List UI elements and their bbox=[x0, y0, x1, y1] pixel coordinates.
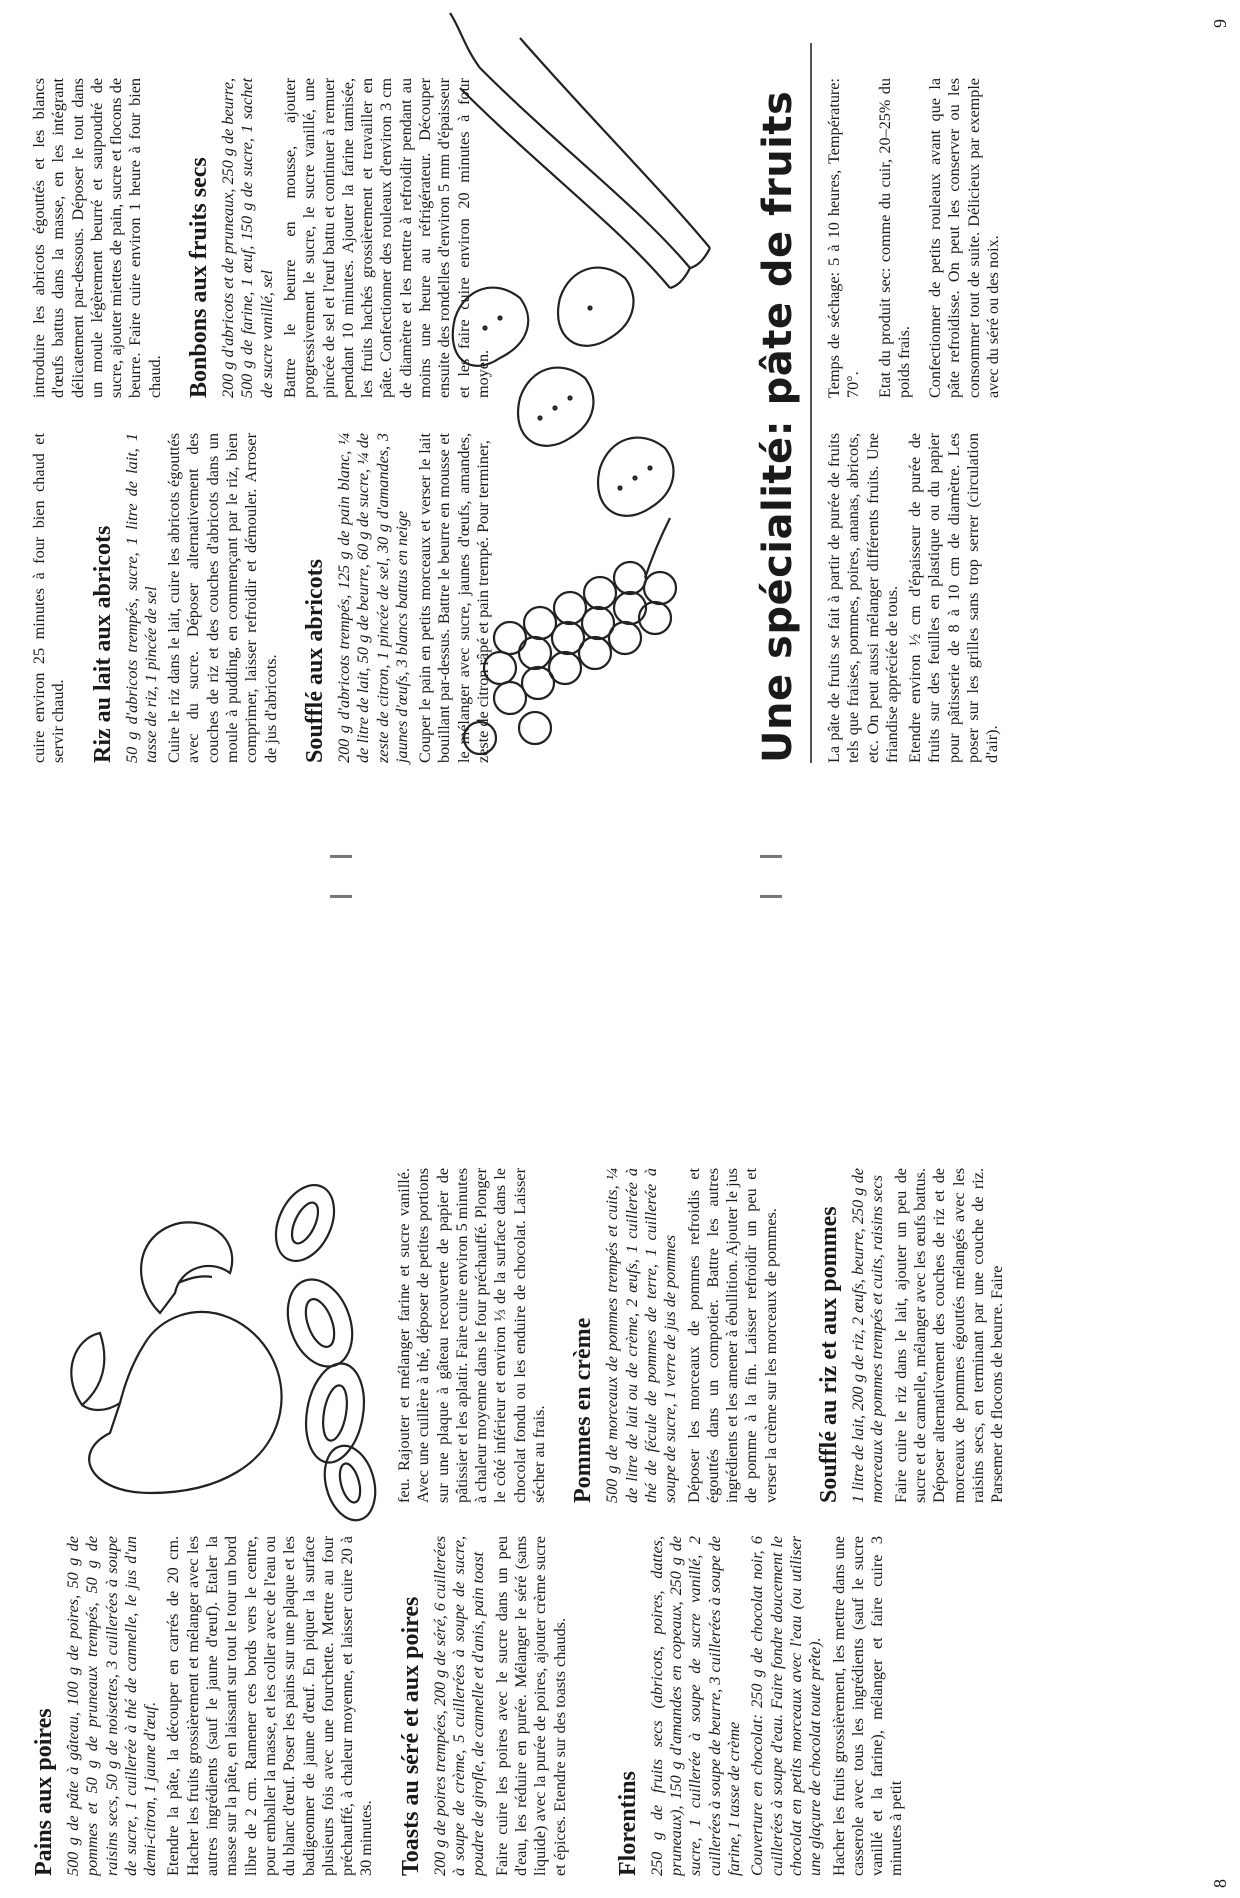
left-page-column-2 bbox=[395, 1168, 1011, 1503]
instructions-toasts: Faire cuire les poires avec le sucre dans un peu d'eau, les réduire en purée. Mélanger le séré (sans liquide) avec la purée de poires, ajouter crème sucre et épices. Etendre sur des toasts chauds. bbox=[492, 1536, 569, 1876]
ingredients-souffle-riz-pommes: 1 litre de lait, 200 g de riz, 2 œufs, beurre, 250 g de morceaux de pommes trempés et cuits, raisins secs bbox=[849, 1168, 887, 1503]
bananas-drawing bbox=[450, 13, 710, 288]
specialite-intro: La pâte de fruits se fait à partir de purée de fruits tels que fraises, pommes, poires, ananas, abricots, etc. On peut aussi mélanger différents fruits. Une friandise appréciée de tous. bbox=[825, 433, 901, 763]
ingredients-bonbons: 200 g d'abricots et de pruneaux, 250 g de beurre, 500 g de farine, 1 œuf, 150 g de sucre, 1 sachet de sucre vanillé, sel bbox=[219, 78, 276, 398]
fold-mark bbox=[330, 895, 352, 898]
specialite-method: Etendre environ ½ cm d'épaisseur de purée de fruits sur des feuilles en plastique ou du papier pour pâtisserie de 8 à 10 cm de diamètre. Les poser sur les grilles sans trop serrer (circulation d'air). bbox=[906, 433, 1002, 763]
recipe-title-toasts: Toasts au séré et aux poires bbox=[397, 1596, 424, 1876]
ingredients-pommes-en-creme: 500 g de morceaux de pommes trempés et cuits, ¼ de litre de lait ou de crème, 2 œufs, 1 cuillerée à thé de fécule de pommes de terre, 1 cuillerée à soupe de sucre, 1 verre de jus de pommes bbox=[603, 1168, 680, 1503]
recipe-title-riz-au-lait: Riz au lait aux abricots bbox=[89, 525, 116, 763]
specialite-column-1 bbox=[825, 433, 1007, 763]
fold-mark bbox=[760, 895, 782, 898]
specialite-rolls: Confectionner de petits rouleaux avant que la pâte refroidisse. On peut les conserver ou les consommer tout de suite. Délicieux par exemple avec du séré ou des noix. bbox=[926, 78, 1003, 398]
right-page-column-4 bbox=[30, 78, 497, 398]
section-divider bbox=[810, 43, 812, 763]
recipe-title-pains-aux-poires: Pains aux poires bbox=[31, 1708, 57, 1876]
ingredients-toasts: 200 g de poires trempées, 200 g de séré, 6 cuillerées à soupe de crème, 5 cuillerées à soupe de sucre, poudre de girofle, de cannelle et d'anis, pain toast bbox=[430, 1536, 488, 1876]
recipe-title-souffle-abricots: Soufflé aux abricots bbox=[301, 559, 328, 763]
specialite-dry-state: Etat du produit sec: comme du cuir, 20–25% du poids frais. bbox=[875, 78, 913, 398]
specialite-title: Une spécialité: pâte de fruits bbox=[755, 90, 801, 763]
instructions-florentins-continued: feu. Rajouter et mélanger farine et sucre vanillé. Avec une cuillère à thé, déposer de petites portions sur une plaque à gâteau recouverte de papier de pâtissier et les aplatir. Faire cuire environ 5 minutes à chaleur moyenne dans le four préchauffé. Plonger le côté inférieur et environ ⅓ de la surface dans le chocolat fondu ou les enduire de chocolat. Laisser sécher au frais. bbox=[395, 1168, 549, 1503]
instructions-riz-au-lait: Cuire le riz dans le lait, cuire les abricots égouttés avec du sucre. Déposer alternativement des couches de riz et des couches d'abricots dans un moule à pudding, en commençant par le riz, bien comprimer, laisser refroidir et démouler. Arroser de jus d'abricots. bbox=[165, 433, 280, 763]
ingredients-florentins-chocolate: Couverture en chocolat: 250 g de chocolat noir, 6 cuillerées à soupe d'eau. Faire fondre doucement le chocolat en petits morceaux avec l'eau (ou utiliser une glaçure de chocolat toute prête). bbox=[748, 1536, 825, 1876]
recipe-title-bonbons: Bonbons aux fruits secs bbox=[186, 157, 213, 398]
recipe-title-souffle-riz-pommes: Soufflé au riz et aux pommes bbox=[816, 1206, 843, 1503]
strawberries-drawing bbox=[453, 268, 674, 516]
instructions-souffle-riz-pommes-continued: cuire environ 25 minutes à four bien chaud et servir chaud. bbox=[30, 433, 68, 763]
page-number-right: 9 bbox=[1210, 19, 1230, 28]
instructions-souffle-abricots-continued: introduire les abricots égouttés et les blancs d'œufs battus dans la masse, en les intégrant délicatement par-dessous. Déposer le tout dans un moule légèrement beurré et saupoudré de sucre, ajouter miettes de pain, sucre et flocons de beurre. Faire cuire environ 1 heure à four bien chaud. bbox=[30, 78, 164, 398]
fold-mark bbox=[760, 855, 782, 858]
instructions-souffle-abricots: Couper le pain en petits morceaux et verser le lait bouillant par-dessus. Battre le beurre en mousse et le mélanger avec sucre, jaunes d'œufs, amandes, zeste de citron râpé et pain trempé. Pour terminer, bbox=[416, 433, 493, 763]
pear-and-dried-pear-slices-illustration bbox=[50, 1163, 380, 1523]
recipe-title-pommes-en-creme: Pommes en crème bbox=[570, 1317, 597, 1503]
recipe-title-florentins: Florentins bbox=[614, 1771, 641, 1876]
ingredients-souffle-abricots: 200 g d'abricots trempés, 125 g de pain blanc, ¼ de litre de lait, 50 g de beurre, 60 g de sucre, ¼ de zeste de citron, 1 pincée de sel, 30 g d'amandes, 3 jaunes d'œufs, 3 blancs battus en neige bbox=[334, 433, 411, 763]
instructions-bonbons: Battre le beurre en mousse, ajouter progressivement le sucre, le sucre vanillé, une pincée de sel et l'œuf battu et continuer à remuer pendant 10 minutes. Ajouter la farine tamisée, les fruits hachés grossièrement et travailler en pâte. Confectionner des rouleaux d'environ 3 cm de diamètre et les mettre à refroidir pendant au moins une heure au réfrigérateur. Découper ensuite des rondelles d'environ 5 mm d'épaisseur et les faire cuire environ 20 minutes à four moyen. bbox=[280, 78, 492, 398]
left-page-column-1 bbox=[30, 1536, 911, 1876]
right-page-column-3 bbox=[30, 433, 497, 763]
instructions-florentins: Hacher les fruits grossièrement, les mettre dans une casserole avec tous les ingrédients (sauf le sucre vanillé et la farine), mélanger et faire cuire 3 minutes à petit bbox=[829, 1536, 906, 1876]
instructions-pommes-en-creme: Déposer les morceaux de pommes refroidis et égouttés dans un compotier. Battre les autres ingrédients et les amener à ébullition. Ajouter le jus de pomme à la fin. Laisser refroidir un peu et verser la crème sur les morceaux de pommes. bbox=[684, 1168, 780, 1503]
ingredients-pains-aux-poires: 500 g de pâte à gâteau, 100 g de poires, 50 g de pommes et 50 g de pruneaux trempés, 50 g de raisins secs, 50 g de noisettes, 3 cuillerées à soupe de sucre, 1 cuillerée à thé de cannelle, le jus d'un demi-citron, 1 jaune d'œuf. bbox=[64, 1536, 160, 1876]
specialite-column-2 bbox=[825, 78, 1007, 398]
ingredients-riz-au-lait: 50 g d'abricots trempés, sucre, 1 litre de lait, 1 tasse de riz, 1 pincée de sel bbox=[122, 433, 160, 763]
instructions-pains-aux-poires: Etendre la pâte, la découper en carrés de 20 cm. Hacher les fruits grossièrement et mélanger avec les autres ingrédients (sauf le jaune d'œuf). Etaler la masse sur la pâte, en laissant sur tout le tour un bord libre de 2 cm. Ramener ces bords vers le centre, pour emballer la masse, et les coller avec de l'eau ou du blanc d'œuf. Poser les pains sur une plaque et les badigeonner de jaune d'œuf. En piquer la surface plusieurs fois avec une fourchette. Mettre au four préchauffé, à chaleur moyenne, et laisser cuire 20 à 30 minutes. bbox=[164, 1536, 376, 1876]
specialite-drying-time: Temps de séchage: 5 à 10 heures, Température: 70°. bbox=[825, 78, 863, 398]
grapes-drawing bbox=[464, 518, 676, 754]
page-number-left: 8 bbox=[1210, 1879, 1230, 1888]
instructions-souffle-riz-pommes: Faire cuire le riz dans le lait, ajouter un peu de sucre et de cannelle, mélanger avec les œufs battus. Déposer alternativement des couches de riz et de morceaux de pommes égouttés mélangés avec les raisins secs, en terminant par une couche de riz. Parsemer de flocons de beurre. Faire bbox=[891, 1168, 1007, 1503]
grapes-strawberries-bananas-illustration bbox=[440, 8, 740, 768]
fold-mark bbox=[330, 855, 352, 858]
ingredients-florentins: 250 g de fruits secs (abricots, poires, dattes, pruneaux), 150 g d'amandes en copeaux, 250 g de sucre, 1 cuillerée à soupe de sucre vanillé, 2 cuillerées à soupe de beurre, 3 cuillerées à soupe de farine, 1 tasse de crème bbox=[647, 1536, 744, 1876]
